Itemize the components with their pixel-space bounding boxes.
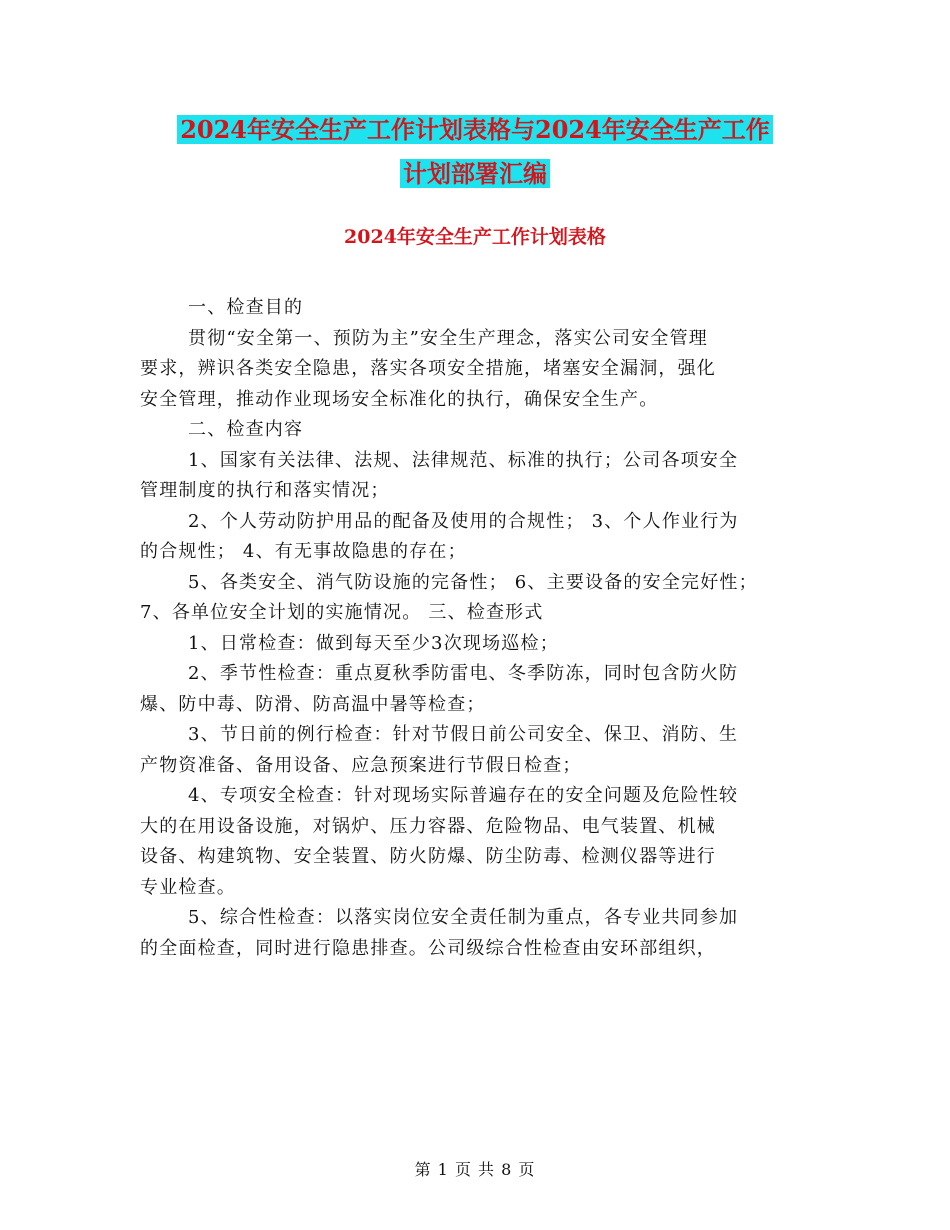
paragraph-line: 专业检查。 (140, 876, 236, 898)
paragraph-line: 产物资准备、备用设备、应急预案进行节假日检查； (140, 754, 582, 776)
paragraph-line: 安全管理，推动作业现场安全标准化的执行，确保安全生产。 (140, 388, 659, 410)
paragraph-line: 管理制度的执行和落实情况； (140, 480, 390, 501)
document-title (0, 108, 950, 196)
paragraph-line: 1、国家有关法律、法规、法律规范、标准的执行；公司各项安全 (188, 449, 739, 471)
page-number: 第 1 页 共 8 页 (414, 1160, 536, 1179)
paragraph-line: 要求，辨识各类安全隐患，落实各项安全措施，堵塞安全漏洞，强化 (140, 358, 716, 379)
paragraph-line: 5、综合性检查：以落实岗位安全责任制为重点，各专业共同参加 (188, 907, 739, 928)
paragraph-line: 大的在用设备设施，对锅炉、压力容器、危险物品、电气装置、机械 (140, 815, 716, 837)
title-line-1: 2024年安全生产工作计划表格与2024年安全生产工作 (177, 115, 773, 144)
heading-purpose: 一、检查目的 (188, 297, 304, 318)
paragraph-line: 的全面检查，同时进行隐患排查。公司级综合性检查由安环部组织， (140, 937, 716, 959)
paragraph-line: 2、个人劳动防护用品的配备及使用的合规性； 3、个人作业行为 (188, 510, 739, 532)
paragraph-line: 贯彻“安全第一、预防为主”安全生产理念，落实公司安全管理 (188, 327, 709, 349)
paragraph-line: 4、专项安全检查：针对现场实际普遍存在的安全问题及危险性较 (188, 785, 739, 806)
paragraph-line: 3、节日前的例行检查：针对节假日前公司安全、保卫、消防、生 (188, 724, 739, 745)
paragraph-line: 爆、防中毒、防滑、防高温中暑等检查； (140, 693, 486, 715)
paragraph-line: 设备、构建筑物、安全装置、防火防爆、防尘防毒、检测仪器等进行 (140, 846, 716, 867)
paragraph-line: 5、各类安全、消气防设施的完备性； 6、主要设备的安全完好性； (188, 571, 758, 593)
paragraph-line: 7、各单位安全计划的实施情况。 三、检查形式 (140, 602, 544, 623)
title-line-2: 计划部署汇编 (400, 159, 550, 188)
section-title: 2024年安全生产工作计划表格 (344, 226, 606, 248)
document-body (140, 293, 820, 964)
paragraph-line: 的合规性； 4、有无事故隐患的存在； (140, 541, 467, 562)
heading-content: 二、检查内容 (188, 419, 304, 440)
paragraph-line: 2、季节性检查：重点夏秋季防雷电、冬季防冻，同时包含防火防 (188, 663, 739, 684)
paragraph-line: 1、日常检查：做到每天至少3次现场巡检； (188, 632, 559, 654)
